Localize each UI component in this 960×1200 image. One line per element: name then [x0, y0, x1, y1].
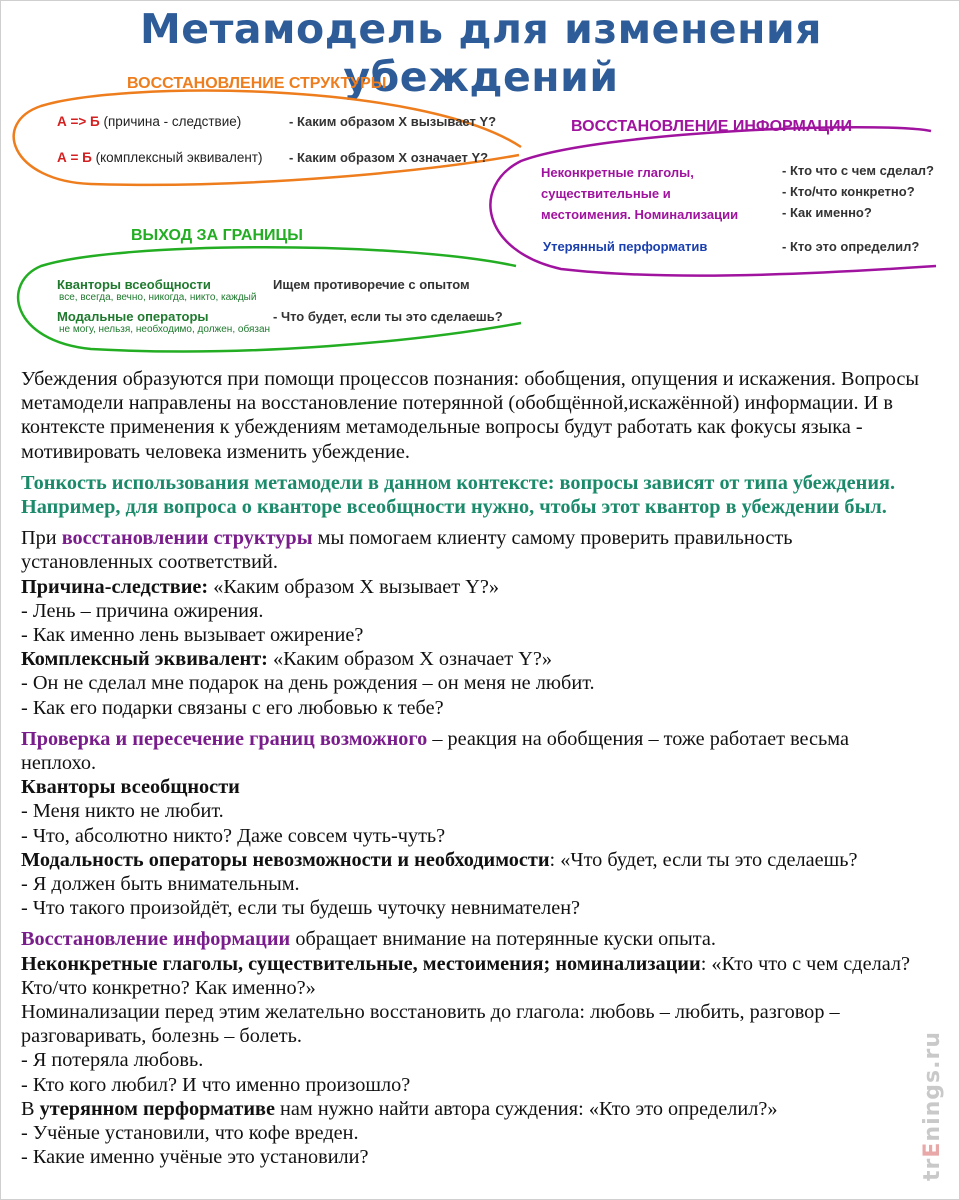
- structure-label-1: (причина - следствие): [103, 114, 242, 129]
- information-post: обращает внимание на потерянные куски опыта.: [290, 928, 716, 951]
- cause-example-2: - Как именно лень вызывает ожирение?: [21, 624, 364, 647]
- information-highlight: Восстановление информации: [21, 928, 291, 951]
- structure-heading: ВОССТАНОВЛЕНИЕ СТРУКТУРЫ: [127, 75, 387, 92]
- watermark-part-a: tr: [920, 1157, 945, 1181]
- boundaries-question-2: - Что будет, если ты это сделаешь?: [273, 309, 503, 324]
- boundaries-item-2-sub: не могу, нельзя, необходимо, должен, обязан: [59, 324, 271, 335]
- information-left-1: Неконкретные глаголы,: [541, 165, 694, 180]
- metamodel-diagram: [1, 61, 960, 361]
- page-title: Метамодель для изменения убеждений: [140, 5, 822, 101]
- information-right-2: - Кто/что конкретно?: [782, 184, 915, 199]
- information-paragraph: [21, 927, 926, 951]
- quant-line: [21, 775, 926, 799]
- performative-label: Утерянный перформатив: [543, 239, 708, 254]
- intro-paragraph: Убеждения образуются при помощи процессов познания: обобщения, опущения и искажения. Вопросы метамодели направлены на восстановление потерянной (обобщённой,искажённой) информации. И в контексте применения к убеждениям метамодельные вопросы будут работать как фокусы языка - мотивировать человека изменить убеждение.: [21, 368, 919, 463]
- structure-post: мы помогаем клиенту самому проверить правильность установленных соответствий.: [21, 527, 793, 574]
- information-heading: ВОССТАНОВЛЕНИЕ ИНФОРМАЦИИ: [571, 118, 853, 135]
- boundaries-item-1-sub: все, всегда, вечно, никогда, никто, каждый: [59, 292, 257, 303]
- quant-example-1: - Меня никто не любит.: [21, 800, 224, 823]
- modal-example-2: - Что такого произойдёт, если ты будешь чуточку невнимателен?: [21, 897, 581, 920]
- information-right-1: - Кто что с чем сделал?: [782, 163, 934, 178]
- perf-pre: В: [21, 1097, 40, 1120]
- boundaries-heading: ВЫХОД ЗА ГРАНИЦЫ: [131, 227, 303, 244]
- modal-example-1: - Я должен быть внимательным.: [21, 873, 300, 896]
- structure-code-2: А = Б: [57, 150, 92, 165]
- cause-question: «Каким образом X вызывает Y?»: [208, 575, 500, 598]
- boundaries-item-2: Модальные операторы: [57, 309, 209, 324]
- complex-example-1: - Он не сделал мне подарок на день рождения – он меня не любит.: [21, 672, 595, 695]
- note-paragraph: Тонкость использования метамодели в данном контексте: вопросы зависят от типа убеждения. Например, для вопроса о кванторе всеобщности нужно, чтобы этот квантор в убеждении был.: [21, 471, 896, 519]
- watermark-part-b: E: [920, 1141, 945, 1158]
- perf-example-1: - Учёные установили, что кофе вреден.: [21, 1122, 359, 1145]
- information-left-3: местоимения. Номинализации: [541, 207, 739, 222]
- modal-question: : «Что будет, если ты это сделаешь?: [549, 848, 858, 871]
- perf-example-2: - Какие именно учёные это установили?: [21, 1146, 369, 1169]
- boundaries-highlight: Проверка и пересечение границ возможного: [21, 727, 428, 750]
- article-body: [21, 367, 926, 1170]
- quant-example-2: - Что, абсолютно никто? Даже совсем чуть-чуть?: [21, 824, 446, 847]
- structure-pre: При: [21, 527, 62, 550]
- modal-line: [21, 848, 926, 872]
- boundaries-item-1: Кванторы всеобщности: [57, 277, 211, 292]
- perf-post: нам нужно найти автора суждения: «Кто это определил?»: [274, 1097, 778, 1120]
- unspec-line: [21, 952, 926, 1000]
- structure-highlight: восстановлении структуры: [61, 527, 313, 550]
- nominal-line: Номинализации перед этим желательно восстановить до глагола: любовь – любить, разговор – разговаривать, болезнь – болеть.: [21, 1001, 840, 1048]
- nominal-example-1: - Я потеряла любовь.: [21, 1049, 204, 1072]
- information-left-2: существительные и: [541, 186, 671, 201]
- boundaries-question-1: Ищем противоречие с опытом: [273, 277, 470, 292]
- quant-label: Кванторы всеобщности: [21, 776, 240, 799]
- cause-line: [21, 575, 926, 599]
- unspec-label: Неконкретные глаголы, существительные, местоимения; номинализации: [21, 952, 701, 975]
- perf-label: утерянном перформативе: [39, 1097, 275, 1120]
- cause-example-1: - Лень – причина ожирения.: [21, 599, 264, 622]
- boundaries-paragraph: [21, 727, 926, 775]
- modal-label: Модальность операторы невозможности и необходимости: [21, 848, 550, 871]
- complex-label: Комплексный эквивалент:: [21, 648, 268, 671]
- performative-question: - Кто это определил?: [782, 239, 920, 254]
- unspec-question: : «Кто что с чем сделал? Кто/что конкретно? Как именно?»: [21, 952, 911, 999]
- information-right-3: - Как именно?: [782, 205, 872, 220]
- watermark-part-c: nings.ru: [920, 1031, 945, 1142]
- boundaries-post: – реакция на обобщения – тоже работает весьма неплохо.: [21, 727, 850, 775]
- nominal-example-2: - Кто кого любил? И что именно произошло?: [21, 1073, 411, 1096]
- structure-row-2: [57, 150, 262, 165]
- structure-paragraph: [21, 526, 926, 574]
- complex-line: [21, 647, 926, 671]
- structure-row-1: [57, 114, 241, 129]
- complex-example-2: - Как его подарки связаны с его любовью к тебе?: [21, 696, 444, 719]
- structure-label-2: (комплексный эквивалент): [95, 150, 263, 165]
- structure-oval: [14, 91, 521, 185]
- watermark-logo: [920, 1031, 945, 1181]
- perf-line: [21, 1097, 926, 1121]
- structure-question-2: - Каким образом X означает Y?: [289, 150, 489, 165]
- cause-label: Причина-следствие:: [21, 575, 209, 598]
- complex-question: «Каким образом X означает Y?»: [267, 648, 553, 671]
- structure-question-1: - Каким образом X вызывает Y?: [289, 114, 497, 129]
- structure-code-1: А => Б: [57, 114, 100, 129]
